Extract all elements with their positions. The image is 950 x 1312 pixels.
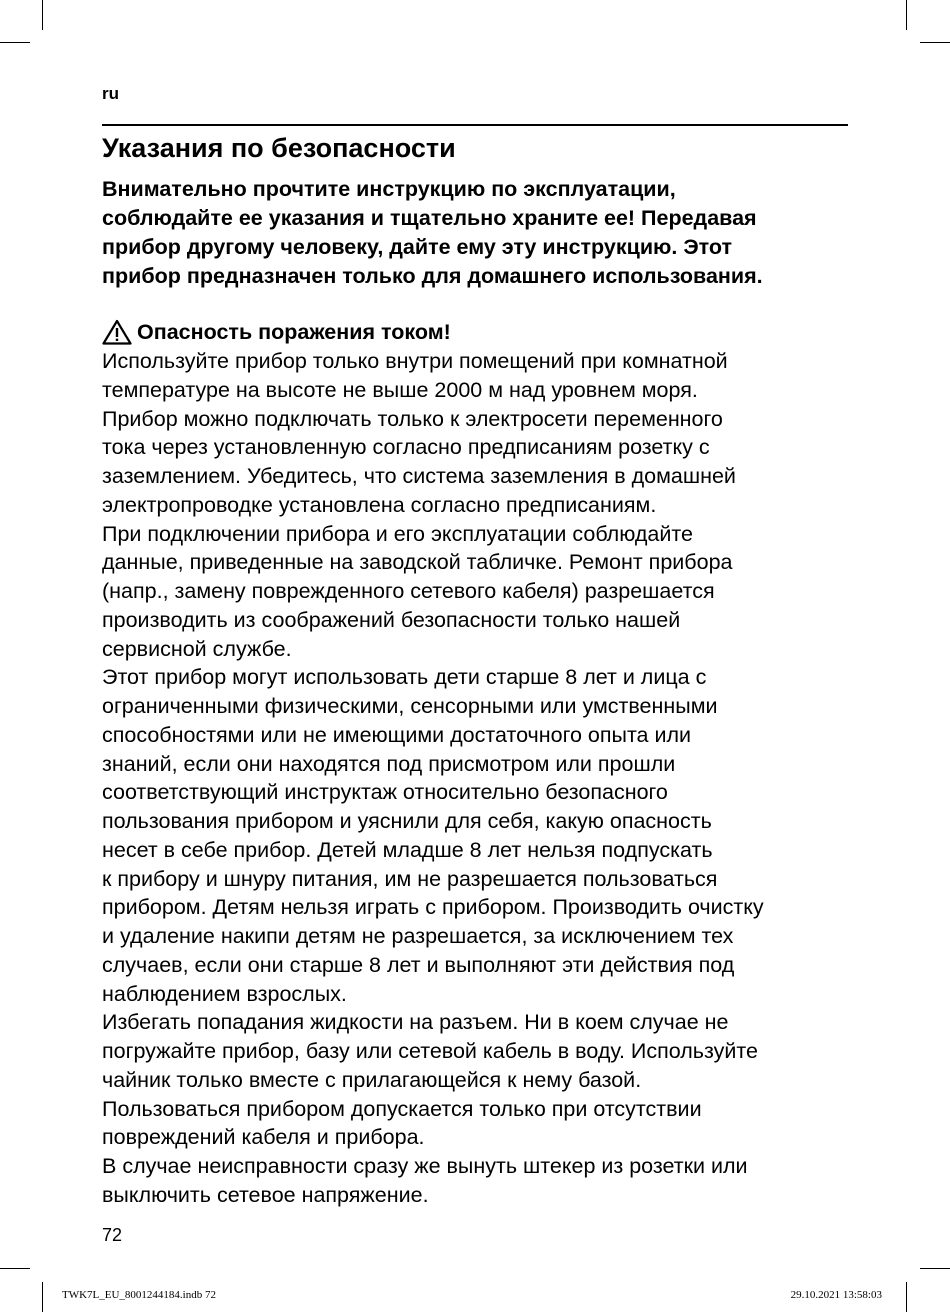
body-line: погружайте прибор, базу или сетевой кабель в воду. Используйте: [102, 1039, 758, 1063]
intro-line: Внимательно прочтите инструкцию по эксплуатации,: [102, 177, 676, 201]
body-line: повреждений кабеля и прибора.: [102, 1125, 425, 1150]
warning-heading: [102, 318, 451, 346]
body-line: производить из соображений безопасности только нашей: [102, 607, 681, 632]
body-line: ограниченными физическими, сенсорными или умственными: [102, 694, 718, 718]
header-rule: [102, 124, 848, 126]
body-line: При подключении прибора и его эксплуатации соблюдайте: [102, 521, 693, 546]
body-line: В случае неисправности сразу же вынуть штекер из розетки или: [102, 1154, 748, 1178]
intro-line: прибор предназначен только для домашнего использования.: [102, 264, 763, 288]
body-line: Избегать попадания жидкости на разъем. Ни в коем случае не: [102, 1010, 729, 1035]
body-line: наблюдением взрослых.: [102, 981, 347, 1006]
body-line: несет в себе прибор. Детей младше 8 лет нельзя подпускать: [102, 837, 713, 862]
crop-mark-left-top: [0, 42, 30, 43]
body-line: прибором. Детям нельзя играть с прибором. Производить очистку: [102, 895, 764, 920]
body-line: способностями или не имеющими достаточного опыта или: [102, 722, 692, 747]
body-line: Прибор можно подключать только к электросети переменного: [102, 406, 723, 431]
body-line: знаний, если они находятся под присмотром или прошли: [102, 751, 676, 776]
warning-triangle-icon: [102, 319, 132, 345]
body-line: чайник только вместе с прилагающейся к нему базой.: [102, 1067, 642, 1092]
crop-mark-left-bottom: [0, 1268, 30, 1269]
print-footer-file: TWK7L_EU_8001244184.indb 72: [62, 1289, 216, 1301]
body-line: Этот прибор могут использовать дети старше 8 лет и лица с: [102, 665, 707, 690]
page-number: 72: [102, 1225, 123, 1245]
crop-mark-right-bottom: [920, 1268, 950, 1269]
body-line: Используйте прибор только внутри помещений при комнатной: [102, 349, 728, 373]
print-footer-timestamp: 29.10.2021 13:58:03: [790, 1289, 882, 1301]
intro-paragraph: [102, 175, 862, 291]
crop-mark-bottom-right: [906, 1282, 907, 1312]
body-line: пользования прибором и уяснили для себя, какую опасность: [102, 809, 712, 833]
body-line: случаев, если они старше 8 лет и выполняют эти действия под: [102, 952, 735, 977]
section-title: Указания по безопасности: [102, 133, 456, 163]
intro-line: соблюдайте ее указания и тщательно храните ее! Передавая: [102, 206, 757, 230]
body-line: сервисной службе.: [102, 636, 292, 661]
body-line: к прибору и шнуру питания, им не разрешается пользоваться: [102, 866, 718, 891]
crop-mark-top-left: [42, 0, 43, 30]
body-line: данные, приведенные на заводской табличке. Ремонт прибора: [102, 550, 733, 575]
crop-mark-bottom-left: [42, 1282, 43, 1312]
intro-line: прибор другому человеку, дайте ему эту инструкцию. Этот: [102, 235, 733, 259]
language-code: ru: [102, 84, 119, 103]
body-line: Пользоваться прибором допускается только при отсутствии: [102, 1096, 702, 1121]
body-line: выключить сетевое напряжение.: [102, 1182, 429, 1207]
body-line: тока через установленную согласно предписаниям розетку с: [102, 435, 710, 460]
body-line: (напр., замену поврежденного сетевого кабеля) разрешается: [102, 579, 715, 603]
safety-body-text: [102, 347, 872, 1210]
body-line: соответствующий инструктаж относительно безопасного: [102, 780, 668, 805]
body-line: заземлением. Убедитесь, что система заземления в домашней: [102, 464, 736, 488]
crop-mark-top-right: [906, 0, 907, 30]
crop-mark-right-top: [920, 42, 950, 43]
warning-title: Опасность поражения током!: [137, 320, 451, 344]
body-line: и удаление накипи детям не разрешается, за исключением тех: [102, 924, 734, 948]
body-line: температуре на высоте не выше 2000 м над уровнем моря.: [102, 377, 698, 402]
body-line: электропроводке установлена согласно предписаниям.: [102, 492, 657, 517]
